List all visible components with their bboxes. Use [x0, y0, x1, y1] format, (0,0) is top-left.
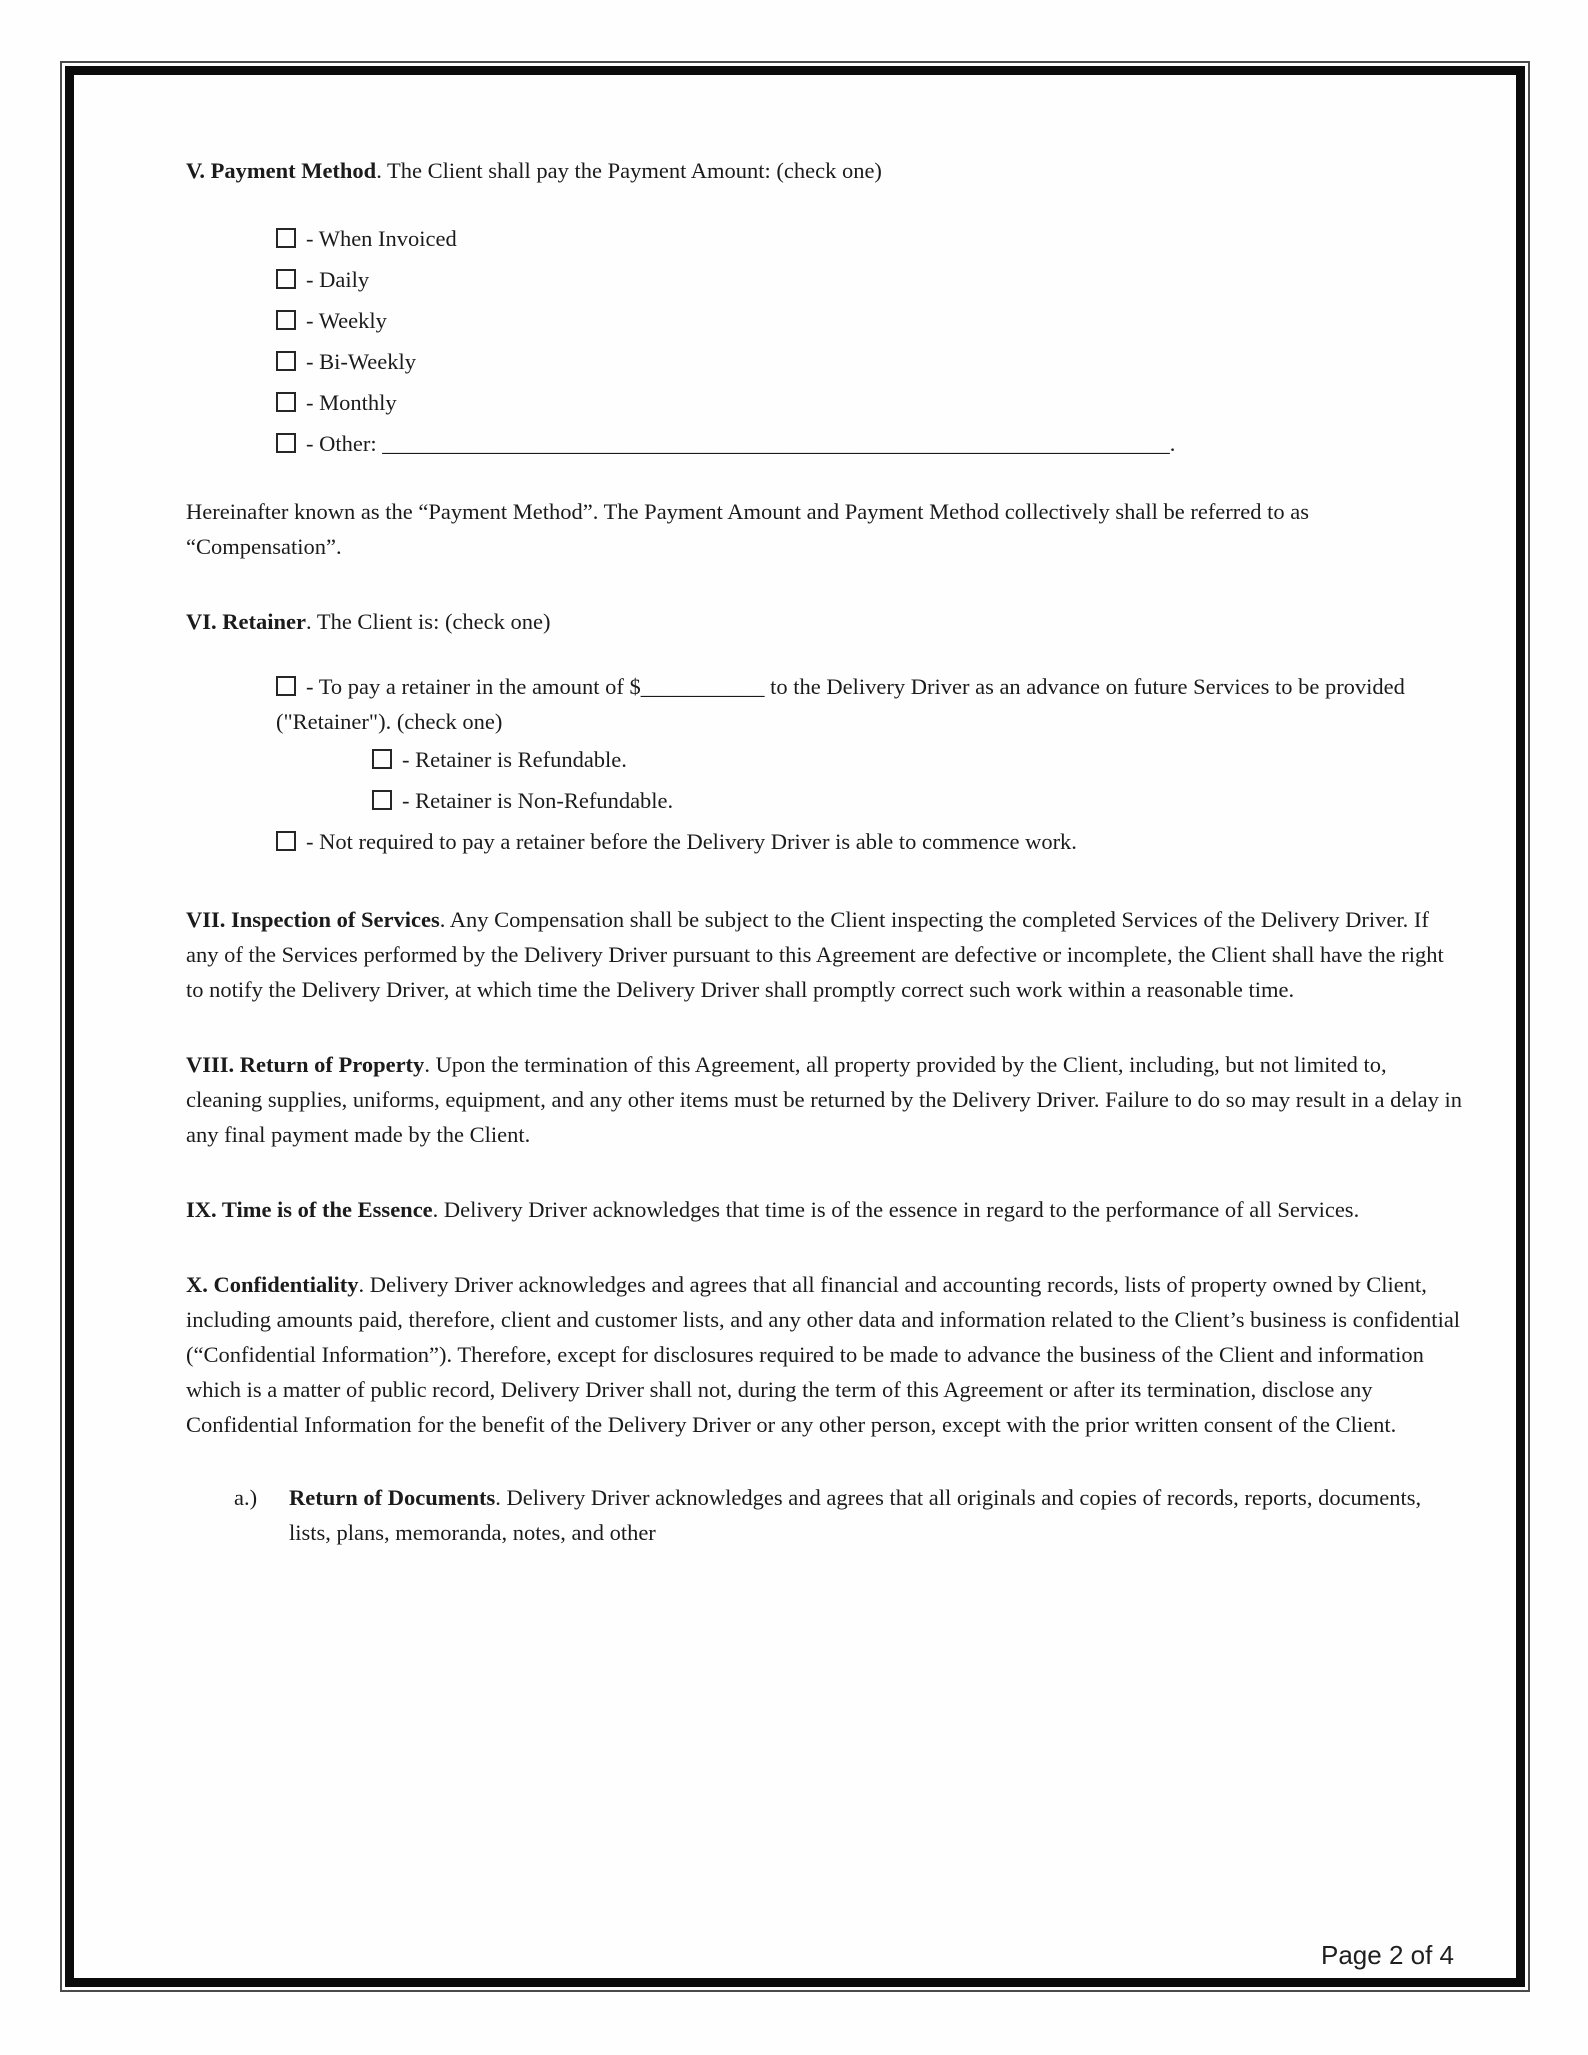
checkbox-icon[interactable] [276, 228, 296, 248]
retainer-options [186, 669, 1464, 862]
checkbox-icon[interactable] [276, 351, 296, 371]
checkbox-icon[interactable] [276, 269, 296, 289]
compensation-paragraph: Hereinafter known as the “Payment Method”. The Payment Amount and Payment Method collectively shall be referred to as “Compensation”. [186, 499, 1310, 559]
payment-option-label: - When Invoiced [306, 226, 457, 251]
payment-option-label: - Monthly [306, 390, 397, 415]
payment-option-label: - Daily [306, 267, 370, 292]
payment-option-label: - Bi-Weekly [306, 349, 417, 374]
section-vii-body: . Any Compensation shall be subject to the Client inspecting the completed Services of the Delivery Driver. If any of the Services performed by the Delivery Driver pursuant to this Agreement are defective or incomplete, the Client shall have the right to notify the Delivery Driver, at which time the Delivery Driver shall promptly correct such work within a reasonable time. [186, 907, 1444, 1002]
payment-option-biweekly [186, 341, 1464, 382]
payment-option-other-label-with-blank[interactable]: - Other: ______________________________________________________________________. [306, 431, 1176, 456]
page-border-inner [65, 66, 1525, 1987]
subsection-a-return-of-documents [186, 1480, 1464, 1550]
subsection-a-body: . Delivery Driver acknowledges and agrees that all originals and copies of records, reports, documents, lists, plans, memoranda, notes, and other [289, 1485, 1422, 1545]
section-vii-paragraph [186, 902, 1464, 1007]
section-viii-heading: VIII. Return of Property [186, 1052, 425, 1077]
section-v-paragraph [186, 153, 1464, 188]
checkbox-icon[interactable] [276, 433, 296, 453]
checkbox-icon[interactable] [372, 749, 392, 769]
section-viii-paragraph [186, 1047, 1464, 1152]
retainer-option-not-required [186, 821, 1464, 862]
retainer-sub-option-label: - Retainer is Non-Refundable. [402, 788, 674, 813]
section-ix-heading: IX. Time is of the Essence [186, 1197, 433, 1222]
payment-option-other [186, 423, 1464, 464]
page-border-outer [60, 61, 1530, 1992]
payment-method-options [186, 218, 1464, 464]
payment-option-when-invoiced [186, 218, 1464, 259]
section-ix-paragraph [186, 1192, 1464, 1227]
section-vii-heading: VII. Inspection of Services [186, 907, 440, 932]
section-vi-paragraph [186, 604, 1464, 639]
section-x-body: . Delivery Driver acknowledges and agrees that all financial and accounting records, lists of property owned by Client, including amounts paid, therefore, client and customer lists, and any other data and information related to the Client’s business is confidential (“Confidential Information”). Therefore, except for disclosures required to be made to advance the business of the Client and information which is a matter of public record, Delivery Driver shall not, during the term of this Agreement or after its termination, disclose any Confidential Information for the benefit of the Delivery Driver or any other person, except with the prior written consent of the Client. [186, 1272, 1461, 1437]
section-x-heading: X. Confidentiality [186, 1272, 359, 1297]
checkbox-icon[interactable] [276, 676, 296, 696]
section-viii-body: . Upon the termination of this Agreement, all property provided by the Client, including, but not limited to, cleaning supplies, uniforms, equipment, and any other items must be returned by the Delivery Driver. Failure to do so may result in a delay in any final payment made by the Client. [186, 1052, 1462, 1147]
section-x-paragraph [186, 1267, 1464, 1442]
retainer-sub-option-refundable [186, 739, 1464, 780]
section-v-intro: . The Client shall pay the Payment Amount: (check one) [376, 158, 882, 183]
payment-option-daily [186, 259, 1464, 300]
page-content [74, 75, 1516, 1978]
checkbox-icon[interactable] [372, 790, 392, 810]
section-vi-intro: . The Client is: (check one) [305, 609, 551, 634]
payment-option-label: - Weekly [306, 308, 387, 333]
subsection-a-heading: Return of Documents [289, 1485, 496, 1510]
checkbox-icon[interactable] [276, 392, 296, 412]
retainer-sub-option-nonrefundable [186, 780, 1464, 821]
retainer-option-pay [186, 669, 1464, 739]
payment-option-weekly [186, 300, 1464, 341]
retainer-option-pay-label-with-blank[interactable]: - To pay a retainer in the amount of $___________ to the Delivery Driver as an advance on future Services to be provided ("Retainer"). (check one) [276, 674, 1405, 734]
payment-option-monthly [186, 382, 1464, 423]
section-vi-heading: VI. Retainer [186, 609, 306, 634]
retainer-sub-option-label: - Retainer is Refundable. [402, 747, 627, 772]
page-number: Page 2 of 4 [1321, 1940, 1454, 1970]
section-ix-body: . Delivery Driver acknowledges that time is of the essence in regard to the performance of all Services. [432, 1197, 1360, 1222]
section-v-heading: V. Payment Method [186, 158, 377, 183]
checkbox-icon[interactable] [276, 310, 296, 330]
retainer-option-not-required-label: - Not required to pay a retainer before the Delivery Driver is able to commence work. [306, 829, 1077, 854]
subsection-a-marker: a.) [234, 1485, 258, 1510]
checkbox-icon[interactable] [276, 831, 296, 851]
